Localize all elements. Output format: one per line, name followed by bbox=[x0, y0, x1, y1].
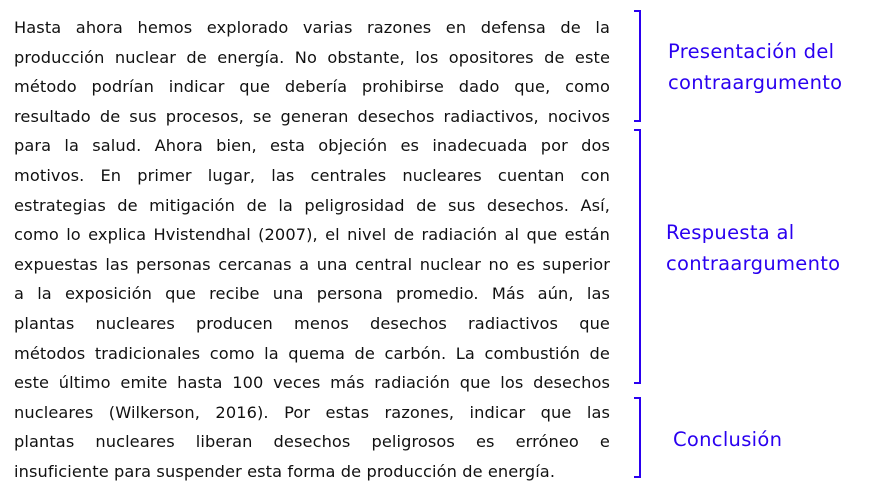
label-respuesta bbox=[666, 217, 840, 279]
label-line: contraargumento bbox=[668, 71, 843, 94]
paragraph-line: plantas nucleares liberan desechos peligrosos es erróneo e bbox=[14, 432, 610, 452]
paragraph-line: método podrían indicar que debería prohibirse dado que, como bbox=[14, 77, 610, 97]
label-conclusion bbox=[673, 424, 782, 455]
paragraph-line: métodos tradicionales como la quema de carbón. La combustión de bbox=[14, 343, 610, 363]
label-line: contraargumento bbox=[666, 252, 841, 275]
bracket-respuesta bbox=[634, 129, 641, 384]
paragraph-line: a la exposición que recibe una persona promedio. Más aún, las bbox=[14, 284, 610, 304]
label-presentacion bbox=[668, 36, 842, 98]
bracket-presentacion bbox=[634, 10, 641, 122]
label-line: Conclusión bbox=[673, 428, 783, 451]
paragraph-line: producción nuclear de energía. No obstante, los opositores de este bbox=[14, 47, 610, 67]
paragraph-line: nucleares (Wilkerson, 2016). Por estas razones, indicar que las bbox=[14, 402, 610, 422]
bracket-conclusion bbox=[634, 397, 641, 478]
label-line: Respuesta al bbox=[666, 221, 795, 244]
paragraph-line: Hasta ahora hemos explorado varias razones en defensa de la bbox=[14, 18, 610, 37]
label-line: Presentación del bbox=[668, 40, 835, 63]
paragraph-line: resultado de sus procesos, se generan desechos radiactivos, nocivos bbox=[14, 106, 610, 126]
paragraph-line: plantas nucleares producen menos desechos radiactivos que bbox=[14, 313, 610, 333]
paragraph-line: estrategias de mitigación de la peligrosidad de sus desechos. Así, bbox=[14, 195, 610, 215]
paragraph-line: insuficiente para suspender esta forma de producción de energía. bbox=[14, 461, 556, 481]
essay-paragraph bbox=[14, 13, 610, 487]
paragraph-line: como lo explica Hvistendhal (2007), el nivel de radiación al que están bbox=[14, 225, 610, 245]
paragraph-line: este último emite hasta 100 veces más radiación que los desechos bbox=[14, 373, 610, 393]
paragraph-line: motivos. En primer lugar, las centrales nucleares cuentan con bbox=[14, 165, 610, 185]
paragraph-line: expuestas las personas cercanas a una central nuclear no es superior bbox=[14, 254, 610, 274]
paragraph-line: para la salud. Ahora bien, esta objeción es inadecuada por dos bbox=[14, 136, 610, 156]
